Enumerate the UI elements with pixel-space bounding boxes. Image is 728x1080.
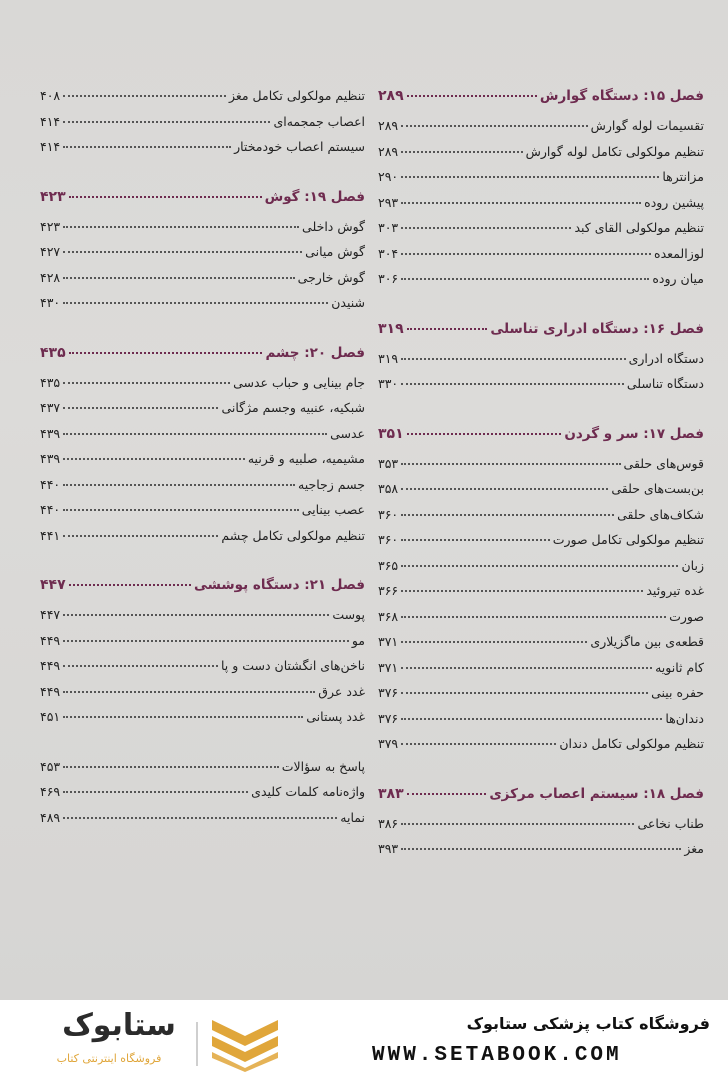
dot-leader <box>63 665 218 667</box>
dot-leader <box>63 691 315 693</box>
section-gap <box>40 553 365 577</box>
dot-leader <box>63 407 218 409</box>
toc-entry <box>378 558 704 584</box>
chapter-heading <box>40 345 365 375</box>
section-gap <box>378 402 704 426</box>
chapter-section <box>40 189 365 321</box>
page-number: ۴۲۷ <box>40 244 61 259</box>
page-number: ۳۵۱ <box>378 425 404 442</box>
page-number: ۲۸۹ <box>378 88 404 104</box>
entry-title: نمایه <box>340 809 365 825</box>
dot-leader <box>69 584 191 586</box>
dot-leader <box>63 484 295 486</box>
entry-title: پوست <box>332 607 365 622</box>
toc-entry <box>40 114 365 140</box>
entry-title: دستگاه ادراری <box>628 350 704 366</box>
entry-title: دندان‌ها <box>665 710 704 726</box>
chapter-heading <box>378 88 704 118</box>
page-number: ۴۰۸ <box>40 88 61 103</box>
toc-entry <box>40 295 365 321</box>
chapter-heading <box>40 577 365 607</box>
dot-leader <box>401 488 608 490</box>
chapter-section <box>378 426 704 762</box>
page-number: ۴۸۹ <box>40 809 61 825</box>
entry-title: مشیمیه، صلبیه و قرنیه <box>247 451 365 466</box>
toc-entry <box>378 246 704 272</box>
page-number: ۴۶۹ <box>40 784 61 799</box>
toc-entry <box>378 685 704 711</box>
toc-entry <box>378 220 704 246</box>
page-number: ۴۵۳ <box>40 758 61 774</box>
dot-leader <box>401 227 571 229</box>
page-number: ۴۵۱ <box>40 709 61 724</box>
dot-leader <box>63 251 302 253</box>
toc-entry <box>378 816 704 842</box>
toc-entry <box>378 634 704 660</box>
entry-title: اعصاب جمجمه‌ای <box>273 113 365 129</box>
entry-title: دستگاه تناسلی <box>626 376 704 391</box>
dot-leader <box>401 848 681 850</box>
entry-title: صورت <box>669 608 704 624</box>
page-number: ۳۶۰ <box>378 506 399 522</box>
entry-title: شکاف‌های حلقی <box>617 506 704 522</box>
page-number: ۲۹۰ <box>378 169 399 184</box>
entry-title: تنظیم مولکولی تکامل چشم <box>221 527 365 543</box>
entry-title: مو <box>351 632 365 648</box>
page-number: ۲۸۹ <box>378 143 399 159</box>
dot-leader <box>401 565 678 567</box>
page-number: ۳۳۰ <box>378 376 399 391</box>
entry-title: شنیدن <box>331 295 365 310</box>
entry-title: پیشین روده <box>644 194 704 210</box>
toc-entry <box>378 583 704 609</box>
chapter-section <box>40 345 365 554</box>
toc-entry <box>378 609 704 635</box>
toc-entry <box>378 169 704 195</box>
page-number: ۴۳۷ <box>40 400 61 415</box>
dot-leader <box>401 151 522 153</box>
page-number: ۳۹۳ <box>378 841 399 856</box>
entry-title: زبان <box>681 557 704 573</box>
page-number: ۴۴۱ <box>40 527 61 543</box>
toc-entry <box>378 456 704 482</box>
page-number: ۴۴۷ <box>40 577 66 593</box>
section-gap <box>40 321 365 345</box>
toc-right-column <box>378 88 704 867</box>
chapter-heading <box>378 321 704 351</box>
page-number: ۳۱۹ <box>378 320 404 337</box>
toc-entry <box>40 426 365 452</box>
page-number: ۳۷۶ <box>378 710 399 726</box>
page-number: ۴۳۹ <box>40 451 61 466</box>
page-number: ۳۶۶ <box>378 583 399 598</box>
dot-leader <box>63 535 218 537</box>
page-number: ۳۶۸ <box>378 608 399 624</box>
toc-entry <box>40 658 365 684</box>
toc-entry <box>40 219 365 245</box>
chapter-title: فصل ۲۱: دستگاه پوششی <box>194 577 365 593</box>
page-number: ۳۷۱ <box>378 634 399 649</box>
toc-entry <box>378 271 704 297</box>
page-number: ۳۵۳ <box>378 455 399 471</box>
entry-title: قطعه‌ی بین ماگزیلاری <box>590 634 704 649</box>
toc-entry <box>40 451 365 477</box>
entry-title: جسم زجاجیه <box>298 476 365 492</box>
toc-left-column <box>40 88 365 835</box>
dot-leader <box>401 253 651 255</box>
entry-title: تنظیم مولکولی تکامل دندان <box>559 736 704 751</box>
store-footer <box>0 1000 728 1080</box>
dot-leader <box>401 383 624 385</box>
dot-leader <box>401 202 641 204</box>
dot-leader <box>401 718 662 720</box>
chapter-section <box>378 786 704 867</box>
dot-leader <box>63 614 329 616</box>
toc-entry <box>40 810 365 836</box>
page-number: ۴۴۷ <box>40 607 61 622</box>
store-name: فروشگاه کتاب پزشکی ستابوک <box>466 1014 710 1033</box>
dot-leader <box>401 692 648 694</box>
store-url-link[interactable]: WWW.SETABOOK.COM <box>372 1044 622 1067</box>
page-number: ۴۲۳ <box>40 218 61 234</box>
page-number: ۴۳۰ <box>40 295 61 310</box>
section-gap <box>40 165 365 189</box>
entry-title: ناخن‌های انگشتان دست و پا <box>220 658 365 673</box>
dot-leader <box>401 125 587 127</box>
toc-entry <box>40 528 365 554</box>
dot-leader <box>63 817 337 819</box>
toc-entry <box>40 88 365 114</box>
entry-title: تنظیم مولکولی تکامل لوله گوارش <box>525 143 704 159</box>
section-gap <box>378 762 704 786</box>
entry-title: قوس‌های حلقی <box>623 455 704 471</box>
entry-title: کام ثانویه <box>655 659 704 675</box>
entry-title: مزانترها <box>662 169 704 184</box>
dot-leader <box>401 743 556 745</box>
dot-leader <box>63 95 226 97</box>
dot-leader <box>401 539 550 541</box>
chevron-stack-logo-icon <box>212 1016 278 1076</box>
page-number: ۴۴۹ <box>40 683 61 699</box>
toc-entry <box>40 244 365 270</box>
dot-leader <box>401 463 620 465</box>
dot-leader <box>401 358 625 360</box>
dot-leader <box>401 514 614 516</box>
page-number: ۳۶۵ <box>378 557 399 573</box>
chapter-heading <box>378 426 704 456</box>
chapter-title: فصل ۱۵: دستگاه گوارش <box>539 88 704 104</box>
dot-leader <box>63 766 279 768</box>
toc-entry <box>40 375 365 401</box>
toc-entry <box>40 709 365 735</box>
entry-title: غدد عرق <box>318 683 365 699</box>
entry-title: حفره بینی <box>651 685 704 700</box>
dot-leader <box>401 590 643 592</box>
toc-entry <box>40 759 365 785</box>
dot-leader <box>401 278 649 280</box>
dot-leader <box>401 176 659 178</box>
dot-leader <box>407 328 488 330</box>
dot-leader <box>63 509 299 511</box>
dot-leader <box>401 667 652 669</box>
entry-title: میان روده <box>652 271 704 286</box>
dot-leader <box>69 196 262 198</box>
chapter-section <box>40 577 365 735</box>
toc-entry <box>378 736 704 762</box>
entry-title: غدد پستانی <box>306 709 365 724</box>
entry-title: مغز <box>684 841 704 856</box>
chapter-title: فصل ۲۰: چشم <box>265 344 365 361</box>
toc-entry <box>378 841 704 867</box>
dot-leader <box>407 95 537 97</box>
dot-leader <box>407 433 562 435</box>
page-number: ۴۱۴ <box>40 139 61 154</box>
dot-leader <box>401 823 634 825</box>
entry-title: پاسخ به سؤالات <box>281 758 365 774</box>
page-number: ۴۳۹ <box>40 425 61 441</box>
entry-title: سیستم اعصاب خودمختار <box>234 139 365 154</box>
page-number: ۳۸۶ <box>378 815 399 831</box>
dot-leader <box>63 121 270 123</box>
chapter-title: فصل ۱۸: سیستم اعصاب مرکزی <box>489 785 704 802</box>
page-number: ۴۴۹ <box>40 632 61 648</box>
chapter-heading <box>378 786 704 816</box>
entry-title: گوش داخلی <box>302 218 365 234</box>
dot-leader <box>63 458 245 460</box>
entry-title: طناب نخاعی <box>637 815 704 831</box>
page-number: ۳۱۹ <box>378 350 399 366</box>
dot-leader <box>69 352 263 354</box>
page-number: ۴۴۹ <box>40 658 61 673</box>
page-number: ۳۷۱ <box>378 659 399 675</box>
page-number: ۴۳۵ <box>40 344 66 361</box>
dot-leader <box>63 277 294 279</box>
toc-entry <box>40 270 365 296</box>
dot-leader <box>63 791 248 793</box>
chapter-title: فصل ۱۹: گوش <box>264 188 365 205</box>
page-number: ۳۶۰ <box>378 532 399 547</box>
toc-entry <box>40 633 365 659</box>
page-number: ۳۷۶ <box>378 685 399 700</box>
section-gap <box>40 735 365 759</box>
entry-title: گوش میانی <box>305 244 365 259</box>
toc-entry <box>378 481 704 507</box>
page-number: ۴۳۵ <box>40 374 61 390</box>
toc-entry <box>40 400 365 426</box>
page-number: ۳۰۳ <box>378 220 399 235</box>
entry-title: تنظیم مولکولی القای کبد <box>574 220 704 235</box>
dot-leader <box>63 382 230 384</box>
chapter-heading <box>40 189 365 219</box>
chapter-title: فصل ۱۷: سر و گردن <box>564 425 704 442</box>
toc-entry <box>40 477 365 503</box>
dot-leader <box>63 640 349 642</box>
dot-leader <box>63 226 299 228</box>
toc-entry <box>378 711 704 737</box>
dot-leader <box>63 433 327 435</box>
dot-leader <box>63 716 303 718</box>
entry-title: شبکیه، عنبیه وجسم مژگانی <box>221 400 365 415</box>
toc-entry <box>378 376 704 402</box>
page-number: ۳۷۹ <box>378 736 399 751</box>
page-number: ۴۱۴ <box>40 113 61 129</box>
chapter-title: فصل ۱۶: دستگاه ادراری تناسلی <box>490 320 704 337</box>
entry-title: تنظیم مولکولی تکامل صورت <box>552 532 704 547</box>
dot-leader <box>407 793 487 795</box>
section-gap <box>378 297 704 321</box>
toc-entry <box>40 684 365 710</box>
toc-entry <box>378 507 704 533</box>
toc-entry <box>378 195 704 221</box>
toc-entry <box>40 784 365 810</box>
entry-title: تقسیمات لوله گوارش <box>590 118 704 133</box>
toc-entry <box>40 139 365 165</box>
entry-title: گوش خارجی <box>297 269 365 285</box>
logo-wordmark: ستابوک <box>62 1008 176 1043</box>
entry-title: عدسی <box>330 425 365 441</box>
chapter-section <box>378 321 704 402</box>
page-number: ۳۰۴ <box>378 245 399 261</box>
page-number: ۲۸۹ <box>378 118 399 133</box>
logo-tagline: فروشگاه اینترنتی کتاب <box>56 1052 162 1065</box>
toc-entry <box>378 118 704 144</box>
toc-entry <box>378 532 704 558</box>
dot-leader <box>63 146 231 148</box>
page-number: ۴۲۳ <box>40 188 66 205</box>
entry-title: عصب بینایی <box>301 502 365 517</box>
toc-entry <box>40 607 365 633</box>
page-number: ۴۲۸ <box>40 269 61 285</box>
page-number: ۳۵۸ <box>378 481 399 496</box>
chapter-section <box>378 88 704 297</box>
page-number: ۳۸۳ <box>378 785 404 802</box>
toc-entry <box>40 502 365 528</box>
toc-entry <box>378 660 704 686</box>
page-number: ۳۰۶ <box>378 271 399 286</box>
toc-entry <box>378 351 704 377</box>
entry-title: بن‌بست‌های حلقی <box>611 481 704 496</box>
page-number: ۲۹۳ <box>378 194 399 210</box>
dot-leader <box>63 302 328 304</box>
page-number: ۴۴۰ <box>40 476 61 492</box>
entry-title: جام بینایی و حباب عدسی <box>233 374 365 390</box>
entry-title: تنظیم مولکولی تکامل مغز <box>228 88 365 103</box>
entry-title: واژه‌نامه کلمات کلیدی <box>251 784 365 799</box>
dot-leader <box>401 641 587 643</box>
dot-leader <box>401 616 666 618</box>
page-number: ۴۴۰ <box>40 502 61 517</box>
entry-title: لوزالمعده <box>654 245 704 261</box>
entry-title: غده تیروئید <box>646 583 704 598</box>
toc-entry <box>378 144 704 170</box>
